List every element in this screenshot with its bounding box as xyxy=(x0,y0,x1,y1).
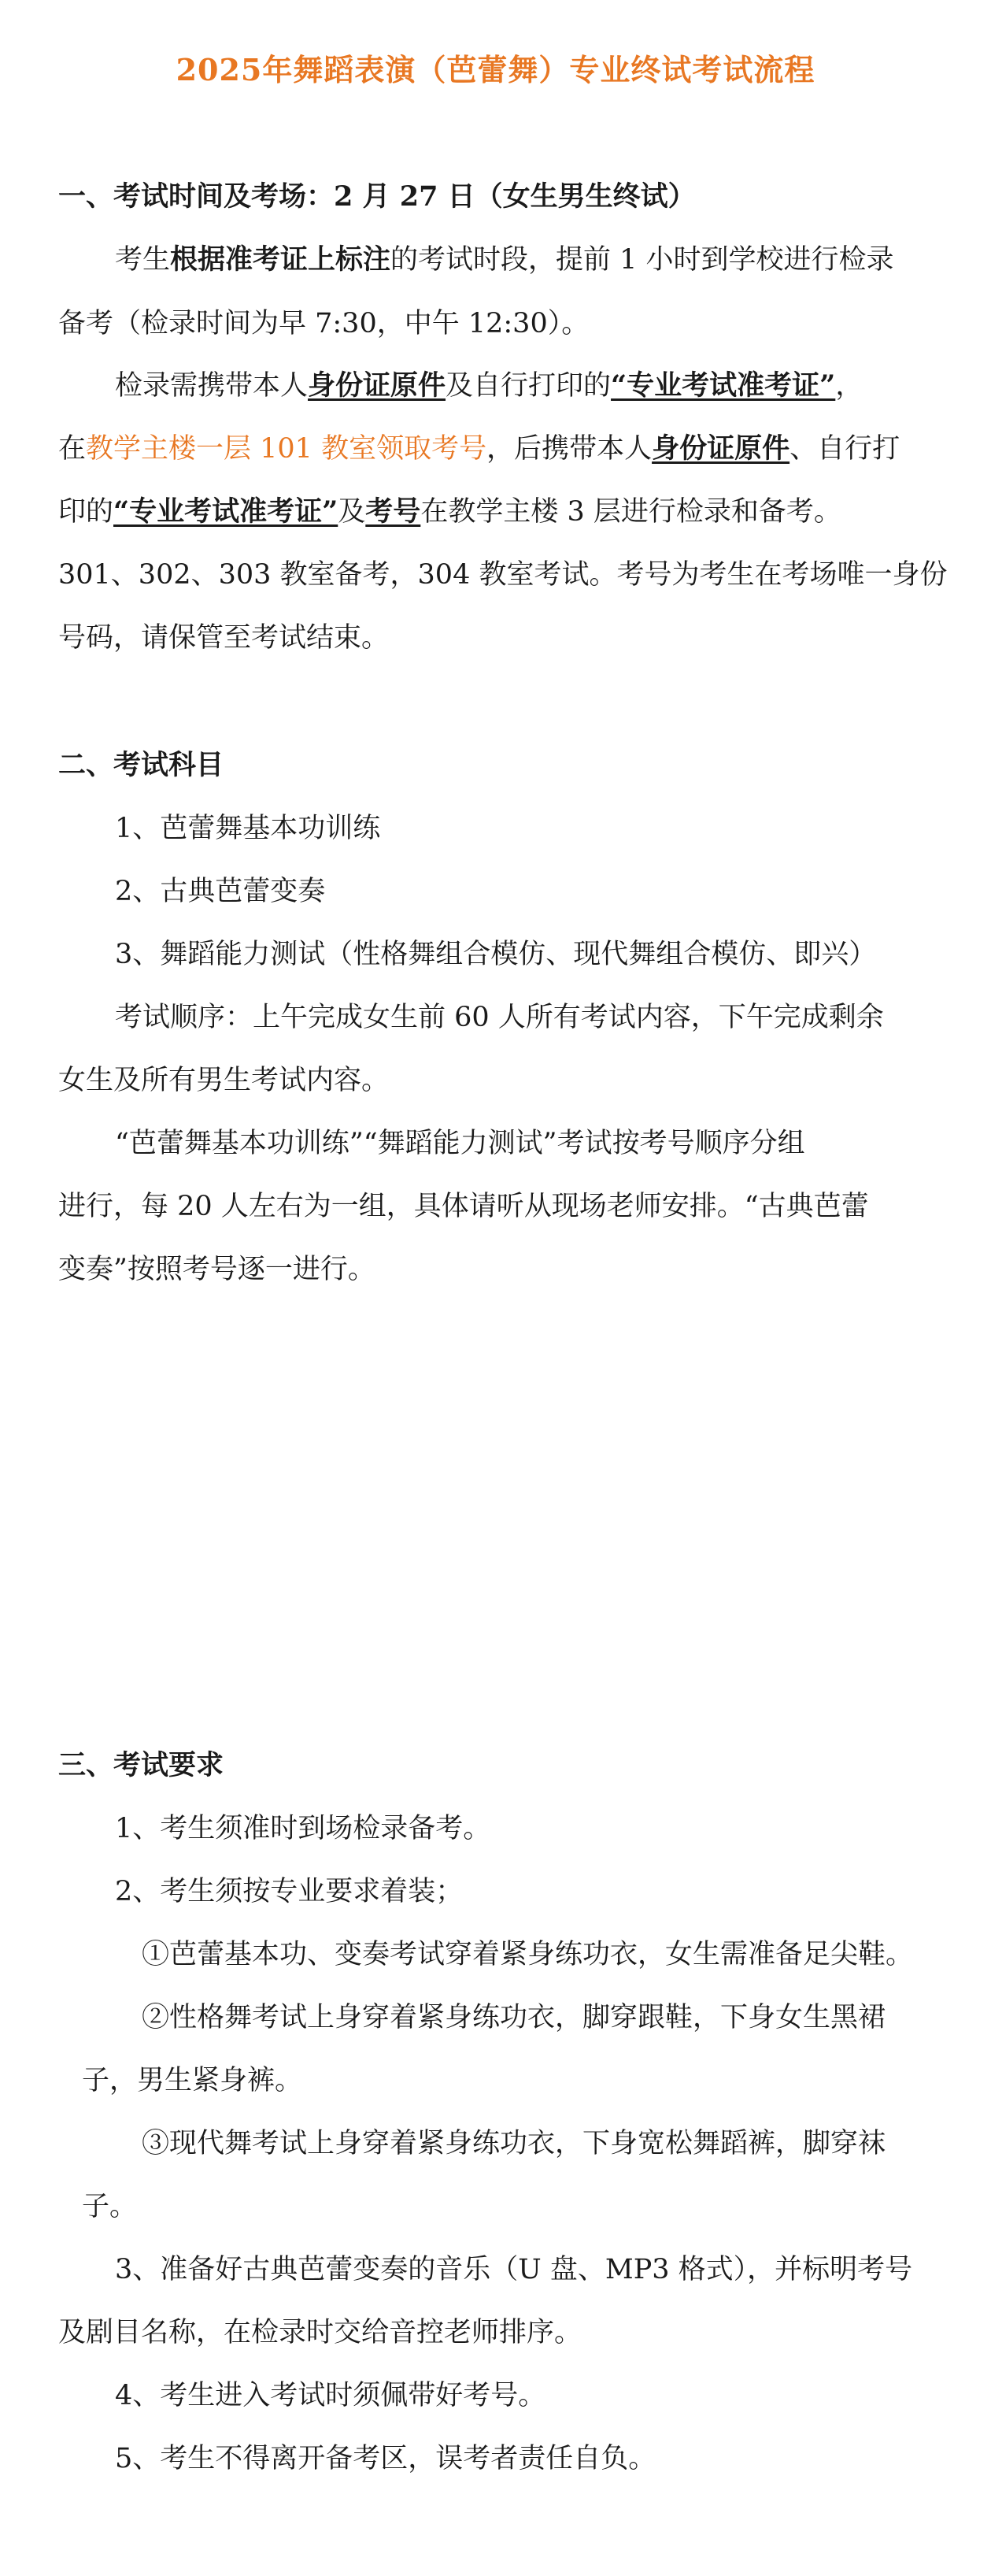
text: 考生 xyxy=(115,244,171,276)
section2-p2-line3: 变奏”按照考号逐一进行。 xyxy=(58,1254,375,1285)
section1-p1-line1 xyxy=(115,243,894,277)
section1-p2-line3 xyxy=(58,495,841,529)
section1-p2-line1 xyxy=(115,369,863,403)
text: 及自行打印的 xyxy=(446,370,612,402)
section3-item-5: 5、考生不得离开备考区，误考者责任自负。 xyxy=(115,2443,656,2474)
section3-item-3-line1: 3、准备好古典芭蕾变奏的音乐（U 盘、MP3 格式），并标明考号 xyxy=(115,2254,913,2285)
section2-item-2: 2、古典芭蕾变奏 xyxy=(115,876,326,907)
section3-item-2: 2、考生须按专业要求着装； xyxy=(115,1876,464,1907)
section3-heading: 三、考试要求 xyxy=(58,1749,224,1781)
text: 的考试时段，提前 1 小时到学校进行检录 xyxy=(390,244,894,276)
section2-item-3: 3、舞蹈能力测试（性格舞组合模仿、现代舞组合模仿、即兴） xyxy=(115,939,877,970)
section1-p2-line2 xyxy=(58,432,900,466)
admission-ticket-emphasis: “专业考试准考证” xyxy=(113,495,338,528)
section3-sub-3-line2: 子。 xyxy=(82,2191,138,2222)
section3-item-4: 4、考生进入考试时须佩带好考号。 xyxy=(115,2380,546,2411)
section3-item-3-line2: 及剧目名称，在检录时交给音控老师排序。 xyxy=(58,2317,582,2348)
section3-sub-3-line1: ③现代舞考试上身穿着紧身练功衣，下身宽松舞蹈裤，脚穿袜 xyxy=(142,2128,886,2159)
text: 在 xyxy=(58,433,87,465)
text: 、自行打 xyxy=(789,433,900,465)
text: ， xyxy=(835,370,863,402)
section3-sub-2-line1: ②性格舞考试上身穿着紧身练功衣，脚穿跟鞋，下身女生黑裙 xyxy=(142,2002,886,2033)
section2-p1-line2: 女生及所有男生考试内容。 xyxy=(58,1065,390,1096)
text: 检录需携带本人 xyxy=(115,370,309,402)
id-card-emphasis: 身份证原件 xyxy=(652,432,790,465)
text: 在教学主楼 3 层进行检录和备考。 xyxy=(420,496,841,528)
section2-item-1: 1、芭蕾舞基本功训练 xyxy=(115,813,381,844)
section1-p2-line4: 301、302、303 教室备考，304 教室考试。考号为考生在考场唯一身份 xyxy=(58,559,948,591)
highlight-text: 教学主楼一层 101 教室领取考号 xyxy=(86,433,487,465)
section3-sub-1: ①芭蕾基本功、变奏考试穿着紧身练功衣，女生需准备足尖鞋。 xyxy=(142,1939,914,1970)
text: 及 xyxy=(338,496,366,528)
section3-sub-2-line2: 子，男生紧身裤。 xyxy=(82,2065,303,2096)
page-title: 2025年舞蹈表演（芭蕾舞）专业终试考试流程 xyxy=(176,52,815,87)
section2-p2-line1: “芭蕾舞基本功训练”“舞蹈能力测试”考试按考号顺序分组 xyxy=(115,1128,805,1159)
section1-p1-line2: 备考（检录时间为早 7:30，中午 12:30）。 xyxy=(58,308,590,339)
section1-heading: 一、考试时间及考场：2 月 27 日（女生男生终试） xyxy=(58,180,696,213)
section2-p1-line1: 考试顺序：上午完成女生前 60 人所有考试内容，下午完成剩余 xyxy=(115,1002,884,1033)
text: ，后携带本人 xyxy=(486,433,653,465)
section2-heading: 二、考试科目 xyxy=(58,749,224,781)
section3-item-1: 1、考生须准时到场检录备考。 xyxy=(115,1813,491,1844)
text: 印的 xyxy=(58,496,114,528)
admission-ticket-emphasis: “专业考试准考证” xyxy=(611,369,836,402)
exam-number-emphasis: 考号 xyxy=(365,495,421,528)
emphasis-text: 根据准考证上标注 xyxy=(170,243,391,276)
section1-p2-line5: 号码，请保管至考试结束。 xyxy=(58,622,390,654)
id-card-emphasis: 身份证原件 xyxy=(308,369,446,402)
section2-p2-line2: 进行，每 20 人左右为一组，具体请听从现场老师安排。“古典芭蕾 xyxy=(58,1191,869,1222)
